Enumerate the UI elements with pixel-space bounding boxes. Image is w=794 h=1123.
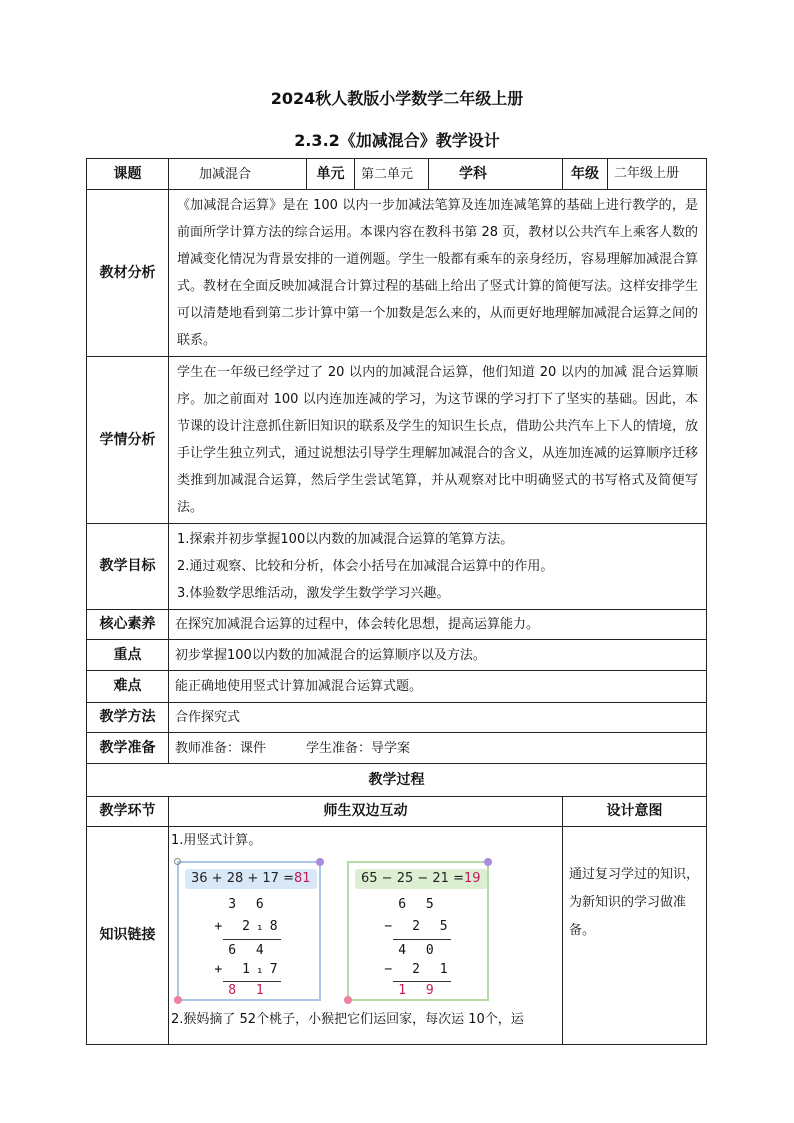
- design-note-text: 通过复习学过的知识，为新知识的学习做准备。: [569, 867, 700, 938]
- equation: 65 − 25 − 21 =: [361, 871, 464, 886]
- lesson-plan-table: [86, 158, 707, 1045]
- equation-answer: 19: [463, 871, 481, 886]
- unit-value: 第二单元: [355, 159, 429, 190]
- teacher-prep: 教师准备：课件: [175, 740, 267, 756]
- vertical-calc-card-subtraction: [347, 861, 489, 1001]
- student-prep: 学生准备：导学案: [306, 740, 411, 756]
- handle-dot: [174, 858, 181, 865]
- design-note: [563, 827, 707, 1045]
- interaction-cell: [169, 827, 563, 1045]
- difficulty-text: 能正确地使用竖式计算加减混合运算式题。: [169, 671, 707, 703]
- calc-rule: [223, 939, 281, 940]
- goal-item: 3.体验数学思维活动，激发学生数学学习兴趣。: [177, 586, 450, 601]
- question-1: 1.用竖式计算。: [171, 833, 262, 848]
- prep-label: 教学准备: [87, 733, 169, 764]
- goal-item: 1.探索并初步掌握100以内数的加减混合运算的笔算方法。: [177, 532, 514, 547]
- process-title-row: [87, 764, 707, 797]
- goals-list: [169, 524, 707, 610]
- learner-analysis-row: [87, 357, 707, 524]
- material-analysis-text: 《加减混合运算》是在 100 以内一步加减法笔算及连加连减笔算的基础上进行教学的，是前面所学计算方法的综合运用。本课内容在教科书第 28 页，教材以公共汽车上乘客人数的增减变化情况为背景安排的一道例题。学生一般都有乘车的亲身经历，容易理解加减混合算式。教材在全面反映加减混合计算过程的基础上给出了竖式计算的简便写法。这样安排学生可以清楚地看到第二步计算中第一个加数是怎么来的，从而更好地理解加减混合运算之间的联系。: [169, 190, 707, 357]
- key-row: [87, 640, 707, 671]
- goals-label: 教学目标: [87, 524, 169, 610]
- grade-value: 二年级上册: [614, 166, 680, 181]
- calc-line: 6 5: [398, 897, 440, 912]
- subject-label-cell: [429, 159, 563, 190]
- calc-line: 3 6: [228, 897, 270, 912]
- goals-row: [87, 524, 707, 610]
- grade-label: 年级: [563, 159, 608, 189]
- calc-line: 6 4: [228, 943, 270, 958]
- learner-analysis-text: 学生在一年级已经学过了 20 以内的加减混合运算，他们知道 20 以内的加减 混合运算顺序。加之前面对 100 以内连加连减的学习，为这节课的学习打下了坚实的基础。因此，本节课的设计注意抓住新旧知识的联系及学生的知识生长点，借助公共汽车上下人的情境，放手让学生独立列式，通过说想法引导学生理解加减混合的含义，从连加连减的运算顺序迁移类推到加减混合运算，然后学生尝试笔算，并从观察对比中明确竖式的书写格式及简便写法。: [169, 357, 707, 524]
- interaction-col-header: 师生双边互动: [169, 797, 563, 827]
- goal-item: 2.通过观察、比较和分析，体会小括号在加减混合运算中的作用。: [177, 559, 554, 574]
- calc-line: − 2 1: [384, 962, 454, 977]
- topic-label: 课题: [87, 159, 169, 190]
- core-row: [87, 610, 707, 640]
- calc-line: − 2 5: [384, 919, 454, 934]
- unit-label: 单元: [307, 159, 355, 190]
- design-col-header: 设计意图: [563, 797, 707, 827]
- difficulty-row: [87, 671, 707, 703]
- calc-line: + 1₁7: [214, 962, 284, 977]
- calc-result: 1 9: [398, 983, 440, 998]
- prep-row: [87, 733, 707, 764]
- handle-dot: [316, 858, 324, 866]
- calc-rule: [393, 939, 451, 940]
- process-header-row: [87, 797, 707, 827]
- key-label: 重点: [87, 640, 169, 671]
- subject-label: 学科: [459, 165, 488, 182]
- material-analysis-label: 教材分析: [87, 190, 169, 357]
- core-text: 在探究加减混合运算的过程中，体会转化思想，提高运算能力。: [169, 610, 707, 640]
- core-label: 核心素养: [87, 610, 169, 640]
- handle-dot: [484, 858, 492, 866]
- equation: 36 + 28 + 17 =: [191, 871, 294, 886]
- calc-result: 8 1: [228, 983, 270, 998]
- knowledge-link-row: [87, 827, 707, 1045]
- difficulty-label: 难点: [87, 671, 169, 703]
- method-label: 教学方法: [87, 703, 169, 733]
- equation-answer: 81: [293, 871, 311, 886]
- method-row: [87, 703, 707, 733]
- calc-line: + 2₁8: [214, 919, 284, 934]
- prep-text: [169, 733, 707, 764]
- equation-box: [355, 869, 487, 889]
- grade-cell: [563, 159, 707, 190]
- learner-analysis-label: 学情分析: [87, 357, 169, 524]
- material-analysis-row: [87, 190, 707, 357]
- info-row: [87, 159, 707, 190]
- process-title: 教学过程: [87, 764, 707, 797]
- calc-line: 4 0: [398, 943, 440, 958]
- document-title: 2024秋人教版小学数学二年级上册: [270, 89, 524, 108]
- question-2: 2.猴妈摘了 52个桃子，小猴把它们运回家，每次运 10个，运: [171, 1012, 524, 1027]
- vertical-calc-card-addition: [177, 861, 321, 1001]
- topic-value: 加减混合: [169, 159, 307, 190]
- stage-label: 知识链接: [87, 827, 169, 1045]
- equation-box: [185, 869, 317, 889]
- stage-col-header: 教学环节: [87, 797, 169, 827]
- lesson-title: 2.3.2《加减混合》教学设计: [294, 131, 500, 150]
- key-text: 初步掌握100以内数的加减混合的运算顺序以及方法。: [169, 640, 707, 671]
- method-text: 合作探究式: [169, 703, 707, 733]
